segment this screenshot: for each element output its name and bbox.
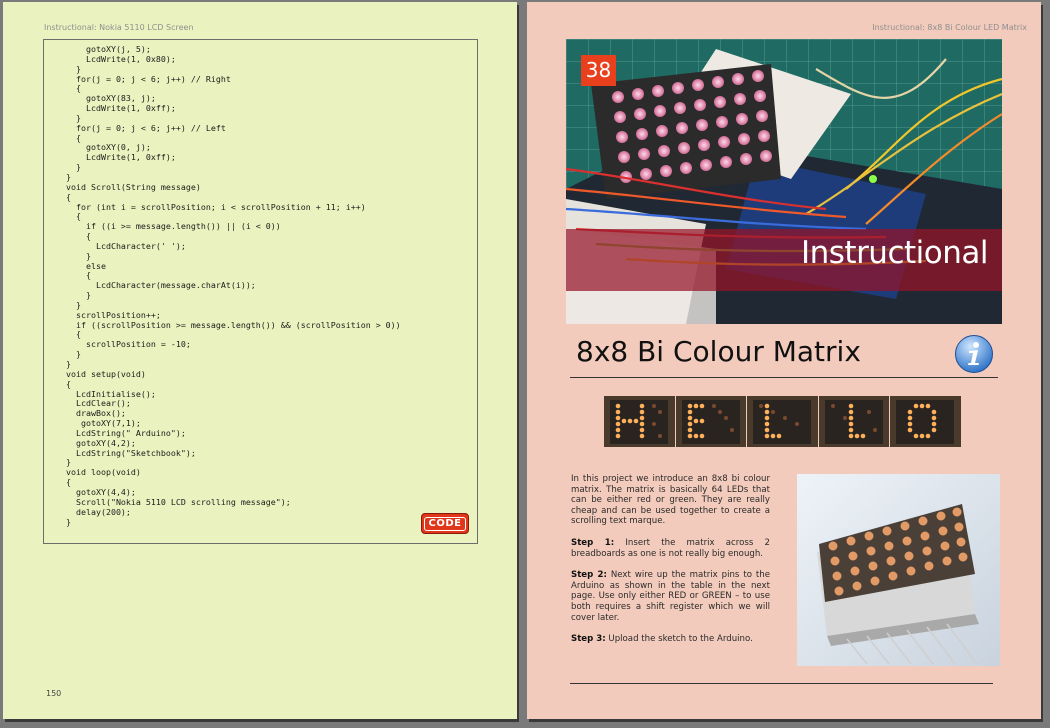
page-number: 150: [46, 689, 62, 698]
step-text: Insert the matrix across 2 breadboards as one is not really big enough.: [571, 537, 771, 559]
led-matrix-photo-strip: [604, 396, 961, 447]
step-paragraph: [571, 538, 770, 559]
left-page: [3, 2, 517, 719]
matrix-photo-frame: [819, 396, 890, 447]
led-matrix-photo: [797, 474, 1000, 666]
section-label: Instructional: [800, 235, 988, 271]
code-listing: gotoXY(j, 5); LcdWrite(1, 0x80); } for(j = 0; j < 6; j++) // Right { gotoXY(83, j); LcdWrite(1, 0xff); } for(j = 0; j < 6; j++) // Left { gotoXY(0, j); LcdWrite(1, 0xff); } } void Scroll(String message) { for (int i = scrollPosition; i < scrollPosition + 11; i++) { if ((i >= message.length()) || (i < 0)) { LcdCharacter(' '); } else { LcdCharacter(message.charAt(i)); } } scrollPosition++; if ((scrollPosition >= message.length()) && (scrollPosition > 0)) { scrollPosition = -10; } } void setup(void) { LcdInitialise(); LcdClear(); drawBox(); gotoXY(7,1); LcdString(" Arduino"); gotoXY(4,2); LcdString("Sketchbook"); } void loop(void) { gotoXY(4,4); Scroll("Nokia 5110 LCD scrolling message"); delay(200); }: [65, 44, 401, 527]
step-label: Step 3:: [571, 634, 606, 645]
article-title: 8x8 Bi Colour Matrix: [576, 335, 861, 368]
right-page: [527, 2, 1041, 719]
code-badge-icon: [421, 513, 469, 534]
step-label: Step 2:: [571, 570, 607, 581]
issue-number-badge: 38: [581, 55, 616, 86]
step-paragraph: [571, 634, 770, 645]
bottom-rule: [570, 683, 993, 684]
article-body: [571, 474, 770, 656]
info-icon: [954, 334, 994, 374]
running-head-right: Instructional: 8x8 Bi Colour LED Matrix: [872, 23, 1027, 32]
step-label: Step 1:: [571, 537, 615, 548]
title-rule: [570, 377, 998, 378]
code-listing-box: [43, 39, 478, 544]
hero-image: [566, 39, 1002, 324]
matrix-photo-frame: [890, 396, 961, 447]
step-text: Next wire up the matrix pins to the Arduino as shown in the table in the next page. Use only either RED or GREEN – to use both requires a shift register which we will cover later.: [571, 570, 771, 623]
matrix-photo-frame: [676, 396, 747, 447]
step-paragraph: [571, 570, 770, 623]
code-badge-label: CODE: [424, 517, 467, 531]
matrix-photo-frame: [604, 396, 675, 447]
intro-paragraph: In this project we introduce an 8x8 bi colour matrix. The matrix is basically 64 LEDs that can be either red or green. They are really cheap and can be used together to create a scrolling text marque.: [571, 474, 770, 527]
step-text: Upload the sketch to the Arduino.: [608, 634, 753, 645]
matrix-photo-frame: [747, 396, 818, 447]
running-head-left: Instructional: Nokia 5110 LCD Screen: [44, 23, 194, 32]
